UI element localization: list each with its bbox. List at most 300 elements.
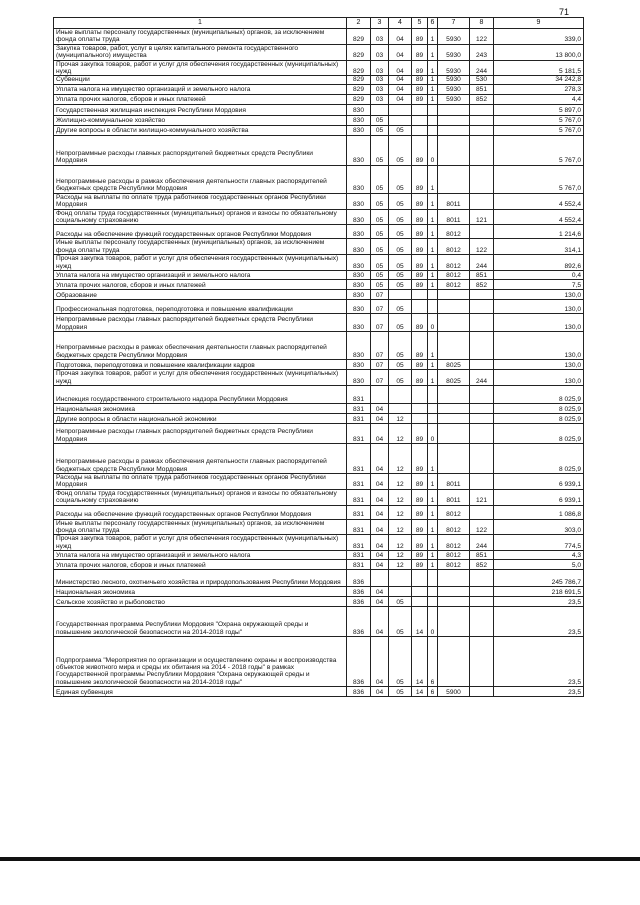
row-program-code: 89 (412, 239, 428, 255)
row-department-code: 830 (347, 209, 371, 225)
column-number-row (54, 18, 584, 29)
row-section-code: 05 (371, 115, 389, 125)
column-header: 1 (54, 18, 347, 29)
row-expense-type-code (470, 300, 494, 314)
column-header: 5 (412, 18, 428, 29)
row-amount: 130,0 (494, 314, 584, 332)
row-subprogram-code (428, 290, 438, 300)
row-subsection-code: 12 (389, 489, 412, 505)
table-row (54, 551, 584, 560)
row-department-code: 831 (347, 423, 371, 443)
row-subprogram-code (428, 570, 438, 587)
row-direction-code: 8025 (438, 370, 470, 386)
row-expense-type-code (470, 413, 494, 423)
row-direction-code: 8025 (438, 360, 470, 370)
row-subsection-code (389, 570, 412, 587)
row-expense-type-code (470, 473, 494, 489)
row-name: Государственная программа Республики Мордовия "Охрана окружающей среды и повышение экологической безопасности на 2014-2018 годы" (54, 607, 347, 637)
row-program-code: 89 (412, 280, 428, 290)
row-subsection-code: 05 (389, 300, 412, 314)
row-direction-code (438, 423, 470, 443)
row-section-code: 05 (371, 209, 389, 225)
row-program-code: 89 (412, 44, 428, 60)
row-section-code: 04 (371, 489, 389, 505)
table-row (54, 385, 584, 403)
row-department-code: 831 (347, 443, 371, 473)
row-expense-type-code (470, 135, 494, 165)
row-amount: 8 025,9 (494, 413, 584, 423)
row-name: Расходы на выплаты по оплате труда работников государственных органов Республики Мордовия (54, 193, 347, 209)
table-row (54, 332, 584, 360)
row-section-code: 04 (371, 560, 389, 570)
table-row (54, 44, 584, 60)
row-subprogram-code: 1 (428, 505, 438, 519)
row-amount: 1 214,6 (494, 225, 584, 239)
table-row (54, 84, 584, 94)
row-subprogram-code: 1 (428, 193, 438, 209)
row-program-code: 89 (412, 519, 428, 535)
row-amount: 0,4 (494, 271, 584, 280)
row-amount: 23,5 (494, 687, 584, 697)
row-expense-type-code: 852 (470, 94, 494, 104)
row-section-code: 03 (371, 44, 389, 60)
page-number: 71 (559, 7, 570, 17)
row-name: Уплата налога на имущество организаций и земельного налога (54, 271, 347, 280)
row-name: Иные выплаты персоналу государственных (муниципальных) органов, за исключением фонда оплаты труда (54, 519, 347, 535)
row-subsection-code: 12 (389, 473, 412, 489)
row-direction-code: 5930 (438, 29, 470, 45)
row-amount: 23,5 (494, 597, 584, 607)
row-department-code: 829 (347, 84, 371, 94)
row-department-code: 836 (347, 570, 371, 587)
row-amount: 8 025,9 (494, 385, 584, 403)
row-subprogram-code: 6 (428, 687, 438, 697)
table-row (54, 280, 584, 290)
row-expense-type-code (470, 505, 494, 519)
row-subsection-code: 12 (389, 423, 412, 443)
row-subprogram-code (428, 125, 438, 135)
row-program-code: 14 (412, 687, 428, 697)
row-program-code: 89 (412, 489, 428, 505)
row-subsection-code: 12 (389, 443, 412, 473)
row-program-code: 89 (412, 505, 428, 519)
row-amount: 314,1 (494, 239, 584, 255)
row-amount: 5,0 (494, 560, 584, 570)
table-row (54, 535, 584, 551)
row-expense-type-code (470, 607, 494, 637)
row-subsection-code (389, 385, 412, 403)
row-direction-code: 8012 (438, 551, 470, 560)
row-department-code: 836 (347, 597, 371, 607)
table-row (54, 570, 584, 587)
row-name: Расходы на выплаты по оплате труда работников государственных органов Республики Мордовия (54, 473, 347, 489)
row-name: Фонд оплаты труда государственных (муниципальных) органов и взносы по обязательному социальному страхованию (54, 209, 347, 225)
row-expense-type-code (470, 360, 494, 370)
row-name: Прочая закупка товаров, работ и услуг для обеспечения государственных (муниципальных) нужд (54, 255, 347, 271)
row-section-code: 04 (371, 423, 389, 443)
table-row (54, 209, 584, 225)
row-department-code: 830 (347, 104, 371, 115)
row-direction-code (438, 597, 470, 607)
row-program-code: 89 (412, 135, 428, 165)
row-expense-type-code (470, 687, 494, 697)
row-expense-type-code: 244 (470, 60, 494, 76)
row-expense-type-code (470, 125, 494, 135)
row-subsection-code (389, 587, 412, 597)
row-program-code (412, 104, 428, 115)
row-subsection-code: 04 (389, 29, 412, 45)
row-section-code: 03 (371, 60, 389, 76)
row-expense-type-code: 244 (470, 370, 494, 386)
row-expense-type-code (470, 423, 494, 443)
row-subsection-code: 05 (389, 597, 412, 607)
row-subsection-code: 05 (389, 239, 412, 255)
page-bottom-rule (0, 857, 640, 861)
row-subprogram-code: 1 (428, 94, 438, 104)
row-subprogram-code: 1 (428, 370, 438, 386)
row-program-code (412, 290, 428, 300)
row-subsection-code: 05 (389, 209, 412, 225)
row-subsection-code: 04 (389, 76, 412, 84)
table-row (54, 370, 584, 386)
row-subprogram-code: 1 (428, 443, 438, 473)
row-name: Жилищно-коммунальное хозяйство (54, 115, 347, 125)
row-name: Непрограммные расходы главных распорядителей бюджетных средств Республики Мордовия (54, 314, 347, 332)
table-row (54, 587, 584, 597)
row-subprogram-code: 1 (428, 209, 438, 225)
row-name: Непрограммные расходы в рамках обеспечения деятельности главных распорядителей бюджетных средств Республики Мордовия (54, 165, 347, 193)
row-subprogram-code: 1 (428, 560, 438, 570)
row-subsection-code (389, 115, 412, 125)
row-subprogram-code: 1 (428, 44, 438, 60)
row-subprogram-code: 0 (428, 423, 438, 443)
row-program-code: 89 (412, 370, 428, 386)
row-name: Единая субвенция (54, 687, 347, 697)
row-section-code: 05 (371, 271, 389, 280)
row-program-code: 89 (412, 360, 428, 370)
row-subprogram-code: 1 (428, 489, 438, 505)
row-amount: 5 767,0 (494, 125, 584, 135)
row-subprogram-code: 1 (428, 165, 438, 193)
row-direction-code: 8012 (438, 239, 470, 255)
row-department-code: 830 (347, 271, 371, 280)
row-section-code: 07 (371, 290, 389, 300)
row-subsection-code: 05 (389, 280, 412, 290)
row-name: Профессиональная подготовка, переподготовка и повышение квалификации (54, 300, 347, 314)
row-amount: 218 691,5 (494, 587, 584, 597)
row-section-code: 04 (371, 607, 389, 637)
table-row (54, 135, 584, 165)
row-program-code: 89 (412, 225, 428, 239)
row-direction-code (438, 300, 470, 314)
table-row (54, 423, 584, 443)
row-program-code: 89 (412, 29, 428, 45)
row-program-code (412, 597, 428, 607)
row-direction-code: 5930 (438, 94, 470, 104)
row-amount: 130,0 (494, 290, 584, 300)
table-row (54, 403, 584, 413)
row-program-code: 89 (412, 332, 428, 360)
row-direction-code: 5930 (438, 60, 470, 76)
row-direction-code: 8012 (438, 519, 470, 535)
row-amount: 339,0 (494, 29, 584, 45)
column-header: 2 (347, 18, 371, 29)
table-row (54, 165, 584, 193)
row-direction-code: 8011 (438, 193, 470, 209)
row-subprogram-code: 6 (428, 637, 438, 687)
row-amount: 5 897,0 (494, 104, 584, 115)
row-department-code: 830 (347, 225, 371, 239)
row-amount: 13 800,0 (494, 44, 584, 60)
row-section-code: 07 (371, 314, 389, 332)
table-row (54, 255, 584, 271)
row-subsection-code: 05 (389, 314, 412, 332)
row-direction-code (438, 115, 470, 125)
table-row (54, 473, 584, 489)
row-direction-code (438, 413, 470, 423)
row-section-code: 05 (371, 125, 389, 135)
row-direction-code: 8012 (438, 225, 470, 239)
row-subprogram-code: 1 (428, 519, 438, 535)
row-amount: 7,5 (494, 280, 584, 290)
row-subsection-code: 04 (389, 94, 412, 104)
row-section-code: 04 (371, 519, 389, 535)
row-amount: 23,5 (494, 637, 584, 687)
row-subsection-code: 05 (389, 687, 412, 697)
row-direction-code (438, 125, 470, 135)
row-subprogram-code (428, 403, 438, 413)
row-program-code: 89 (412, 193, 428, 209)
table-row (54, 76, 584, 84)
row-name: Прочая закупка товаров, работ и услуг для обеспечения государственных (муниципальных) нужд (54, 535, 347, 551)
row-direction-code: 8012 (438, 535, 470, 551)
row-subsection-code: 12 (389, 535, 412, 551)
row-direction-code (438, 570, 470, 587)
row-subsection-code: 05 (389, 607, 412, 637)
row-expense-type-code: 851 (470, 551, 494, 560)
row-program-code: 89 (412, 271, 428, 280)
row-program-code: 89 (412, 535, 428, 551)
row-expense-type-code: 851 (470, 84, 494, 94)
table-row (54, 300, 584, 314)
row-program-code: 89 (412, 551, 428, 560)
row-name: Уплата прочих налогов, сборов и иных платежей (54, 560, 347, 570)
row-section-code: 03 (371, 29, 389, 45)
table-row (54, 225, 584, 239)
row-direction-code: 5900 (438, 687, 470, 697)
row-program-code (412, 570, 428, 587)
row-subprogram-code: 1 (428, 29, 438, 45)
row-section-code (371, 570, 389, 587)
row-section-code: 03 (371, 84, 389, 94)
row-amount: 130,0 (494, 300, 584, 314)
row-expense-type-code: 122 (470, 519, 494, 535)
row-expense-type-code: 121 (470, 489, 494, 505)
row-department-code: 829 (347, 60, 371, 76)
row-subsection-code: 12 (389, 519, 412, 535)
row-expense-type-code (470, 597, 494, 607)
row-amount: 5 767,0 (494, 115, 584, 125)
row-expense-type-code (470, 314, 494, 332)
row-program-code (412, 115, 428, 125)
row-name: Закупка товаров, работ, услуг в целях капитального ремонта государственного (муниципального) имущества (54, 44, 347, 60)
row-department-code: 836 (347, 687, 371, 697)
row-section-code: 04 (371, 597, 389, 607)
row-section-code: 04 (371, 687, 389, 697)
row-subsection-code: 12 (389, 551, 412, 560)
table-row (54, 29, 584, 45)
row-department-code: 831 (347, 505, 371, 519)
row-section-code: 05 (371, 239, 389, 255)
column-header: 9 (494, 18, 584, 29)
row-expense-type-code (470, 443, 494, 473)
row-program-code (412, 300, 428, 314)
row-direction-code (438, 104, 470, 115)
row-program-code: 89 (412, 60, 428, 76)
row-expense-type-code (470, 165, 494, 193)
row-name: Национальная экономика (54, 587, 347, 597)
row-program-code: 89 (412, 209, 428, 225)
row-amount: 130,0 (494, 332, 584, 360)
row-section-code: 04 (371, 637, 389, 687)
table-row (54, 115, 584, 125)
row-program-code (412, 403, 428, 413)
row-subsection-code: 12 (389, 560, 412, 570)
row-name: Инспекция государственного строительного надзора Республики Мордовия (54, 385, 347, 403)
row-name: Непрограммные расходы в рамках обеспечения деятельности главных распорядителей бюджетных средств Республики Мордовия (54, 332, 347, 360)
row-expense-type-code (470, 115, 494, 125)
row-subsection-code: 12 (389, 413, 412, 423)
row-department-code: 831 (347, 403, 371, 413)
row-direction-code (438, 290, 470, 300)
row-program-code: 14 (412, 637, 428, 687)
row-direction-code (438, 443, 470, 473)
table-row (54, 360, 584, 370)
row-direction-code (438, 332, 470, 360)
row-amount: 8 025,9 (494, 403, 584, 413)
row-department-code: 830 (347, 255, 371, 271)
row-direction-code: 8012 (438, 560, 470, 570)
row-name: Расходы на обеспечение функций государственных органов Республики Мордовия (54, 505, 347, 519)
table-row (54, 519, 584, 535)
table-row (54, 94, 584, 104)
row-department-code: 831 (347, 413, 371, 423)
row-section-code: 07 (371, 370, 389, 386)
row-amount: 6 939,1 (494, 489, 584, 505)
row-name: Иные выплаты персоналу государственных (муниципальных) органов, за исключением фонда оплаты труда (54, 239, 347, 255)
row-subsection-code (389, 403, 412, 413)
column-header: 3 (371, 18, 389, 29)
row-program-code: 89 (412, 314, 428, 332)
row-department-code: 831 (347, 551, 371, 560)
row-amount: 130,0 (494, 370, 584, 386)
row-name: Министерство лесного, охотничьего хозяйства и природопользования Республики Мордовия (54, 570, 347, 587)
row-expense-type-code (470, 332, 494, 360)
row-direction-code (438, 135, 470, 165)
row-subprogram-code: 1 (428, 473, 438, 489)
row-section-code: 03 (371, 94, 389, 104)
row-amount: 4,3 (494, 551, 584, 560)
row-expense-type-code: 852 (470, 280, 494, 290)
row-name: Другие вопросы в области жилищно-коммунального хозяйства (54, 125, 347, 135)
row-department-code: 830 (347, 290, 371, 300)
row-subprogram-code: 1 (428, 60, 438, 76)
row-section-code: 04 (371, 403, 389, 413)
row-expense-type-code: 243 (470, 44, 494, 60)
row-section-code: 05 (371, 225, 389, 239)
row-subprogram-code: 1 (428, 271, 438, 280)
row-name: Уплата прочих налогов, сборов и иных платежей (54, 94, 347, 104)
row-expense-type-code: 852 (470, 560, 494, 570)
row-section-code: 03 (371, 76, 389, 84)
row-name: Прочая закупка товаров, работ и услуг для обеспечения государственных (муниципальных) нужд (54, 370, 347, 386)
row-subprogram-code: 1 (428, 239, 438, 255)
row-direction-code: 8011 (438, 489, 470, 505)
row-amount: 23,5 (494, 607, 584, 637)
row-direction-code: 8011 (438, 473, 470, 489)
row-expense-type-code (470, 104, 494, 115)
row-name: Уплата налога на имущество организаций и земельного налога (54, 551, 347, 560)
table-body (54, 29, 584, 697)
row-direction-code (438, 314, 470, 332)
row-section-code: 04 (371, 587, 389, 597)
row-name: Образование (54, 290, 347, 300)
row-direction-code: 8012 (438, 505, 470, 519)
table-row (54, 104, 584, 115)
row-department-code: 829 (347, 76, 371, 84)
row-amount: 34 242,8 (494, 76, 584, 84)
row-department-code: 831 (347, 473, 371, 489)
row-expense-type-code (470, 637, 494, 687)
row-subprogram-code (428, 385, 438, 403)
row-amount: 6 939,1 (494, 473, 584, 489)
row-section-code: 07 (371, 300, 389, 314)
row-section-code: 05 (371, 135, 389, 165)
row-subsection-code: 05 (389, 360, 412, 370)
row-subsection-code: 12 (389, 505, 412, 519)
row-subprogram-code (428, 300, 438, 314)
row-subprogram-code: 1 (428, 280, 438, 290)
row-subprogram-code (428, 587, 438, 597)
row-amount: 4 552,4 (494, 209, 584, 225)
row-name: Уплата налога на имущество организаций и земельного налога (54, 84, 347, 94)
row-section-code: 04 (371, 551, 389, 560)
row-direction-code: 5930 (438, 44, 470, 60)
row-direction-code: 8011 (438, 209, 470, 225)
row-name: Уплата прочих налогов, сборов и иных платежей (54, 280, 347, 290)
row-subsection-code: 04 (389, 84, 412, 94)
row-section-code: 04 (371, 535, 389, 551)
row-expense-type-code: 244 (470, 535, 494, 551)
row-section-code: 04 (371, 413, 389, 423)
row-name: Прочая закупка товаров, работ и услуг для обеспечения государственных (муниципальных) нужд (54, 60, 347, 76)
row-amount: 8 025,9 (494, 423, 584, 443)
row-subsection-code: 05 (389, 165, 412, 193)
row-department-code: 831 (347, 489, 371, 505)
row-section-code: 04 (371, 505, 389, 519)
row-section-code: 07 (371, 332, 389, 360)
row-amount: 278,3 (494, 84, 584, 94)
row-expense-type-code: 244 (470, 255, 494, 271)
row-section-code: 04 (371, 443, 389, 473)
table-row (54, 443, 584, 473)
table-row (54, 607, 584, 637)
row-program-code: 89 (412, 76, 428, 84)
row-direction-code (438, 385, 470, 403)
row-section-code: 05 (371, 165, 389, 193)
row-department-code: 830 (347, 332, 371, 360)
row-program-code: 89 (412, 84, 428, 94)
